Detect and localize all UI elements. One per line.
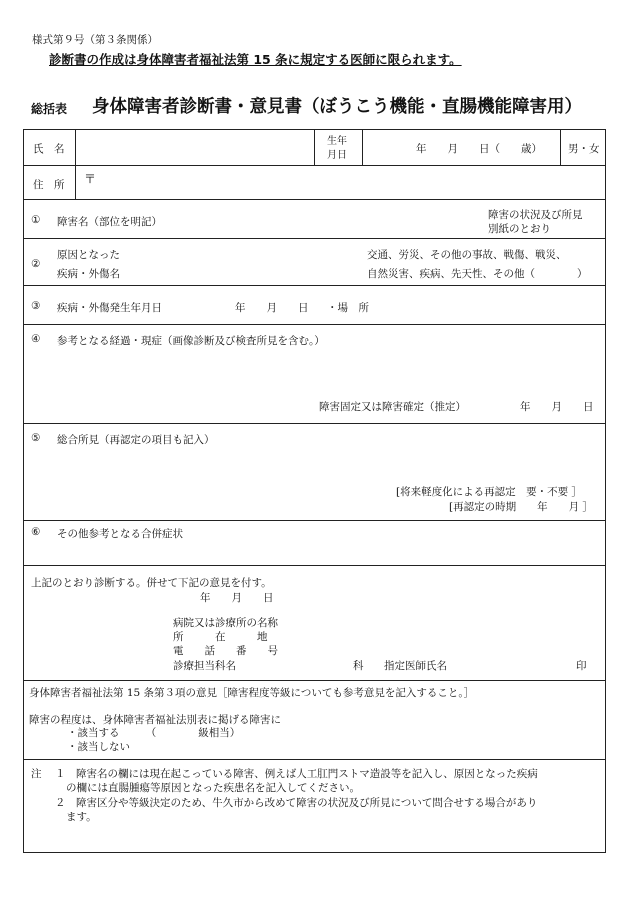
divider [24,324,605,325]
title-prefix: 総括表 [31,102,68,116]
birth-date-field[interactable]: 年 月 日（ 歳） [416,143,542,155]
note1-line2: の欄には直腸腫瘍等原因となった疾患名を記入してください。 [66,782,360,794]
note1-line1: 障害名の欄には現在起こっている障害、例えば人工肛門ストマ造設等を記入し、原因となった疾病 [76,768,538,780]
item3-label: 疾病・外傷発生年月日 [57,302,162,314]
item1-note-2: 別紙のとおり [488,223,551,235]
note2-line1: 障害区分や等級決定のため、牛久市から改めて障害の状況及び所見について問合せする場合があり [76,797,538,809]
item1-note-1: 障害の状況及び所見 [488,209,583,221]
degree-text: 障害の程度は、身体障害者福祉法別表に掲げる障害に [29,714,281,726]
item1-label: 障害名（部位を明記） [57,216,162,228]
seal-mark: 印 [576,660,587,672]
department-suffix: 科 [353,660,364,672]
note1-num: １ [55,768,66,780]
item6-label: その他参考となる合併症状 [57,528,183,540]
item2-num: ② [31,258,41,270]
item5-num: ⑤ [31,432,41,444]
item4-fixed-date[interactable]: 年 月 日 [520,401,594,413]
birth-label-1: 生年 [327,136,347,147]
department-label: 診療担当科名 [173,660,236,672]
divider [24,565,605,566]
item4-fixed-label: 障害固定又は障害確定（推定） [319,401,466,413]
item2-label-2: 疾病・外傷名 [57,268,120,280]
divider [24,238,605,239]
item1-num: ① [31,214,41,226]
item2-options-2[interactable]: 自然災害、疾病、先天性、その他（ ） [367,268,588,280]
divider [75,130,76,199]
divider [24,423,605,424]
divider [362,130,363,165]
item4-num: ④ [31,333,41,345]
notice: 診断書の作成は身体障害者福祉法第 15 条に規定する医師に限られます。 [49,52,462,67]
opinion-heading: 身体障害者福祉法第 15 条第３項の意見［障害程度等級についても参考意見を記入すること。］ [29,687,475,699]
divider [24,680,605,681]
item3-num: ③ [31,300,41,312]
birth-label-2: 月日 [327,150,347,161]
name-label: 氏 名 [33,143,65,155]
item6-num: ⑥ [31,526,41,538]
notes-label: 注 [31,768,42,780]
divider [24,199,605,200]
note2-line2: ます。 [66,811,97,823]
diagnosis-statement: 上記のとおり診断する。併せて下記の意見を付す。 [31,577,272,589]
divider [24,520,605,521]
postal-mark: 〒 [84,172,97,186]
note2-num: ２ [55,797,66,809]
item3-place: ・場 所 [327,302,369,314]
divider [24,165,605,166]
diagnosis-date[interactable]: 年 月 日 [200,592,274,604]
form-number: 様式第９号（第３条関係） [32,34,158,46]
page-title: 身体障害者診断書・意見書（ぼうこう機能・直腸機能障害用） [92,97,582,117]
divider [560,130,561,165]
sex-field[interactable]: 男・女 [568,143,600,155]
item2-label-1: 原因となった [57,249,120,261]
not-applies-option[interactable]: ・該当しない [67,741,130,753]
address-label: 住 所 [33,179,65,191]
item2-options-1[interactable]: 交通、労災、その他の事故、戦傷、戦災、 [367,249,567,261]
item5-reassess-1[interactable]: [将来軽度化による再認定 要・不要 ］ [396,486,582,498]
divider [24,759,605,760]
item5-reassess-2[interactable]: [再認定の時期 年 月 ］ [449,501,593,513]
item5-label: 総合所見（再認定の項目も記入） [57,434,215,446]
applies-option[interactable]: ・該当する （ 級相当） [67,727,241,739]
diagnosis-form [23,129,606,853]
hospital-name-label: 病院又は診療所の名称 [173,617,278,629]
location-label: 所 在 地 [173,631,268,643]
divider [24,285,605,286]
item3-date[interactable]: 年 月 日 [235,302,309,314]
item4-label: 参考となる経過・現症（画像診断及び検査所見を含む。） [57,335,325,347]
doctor-label: 指定医師氏名 [384,660,447,672]
divider [314,130,315,165]
phone-label: 電 話 番 号 [173,645,278,657]
